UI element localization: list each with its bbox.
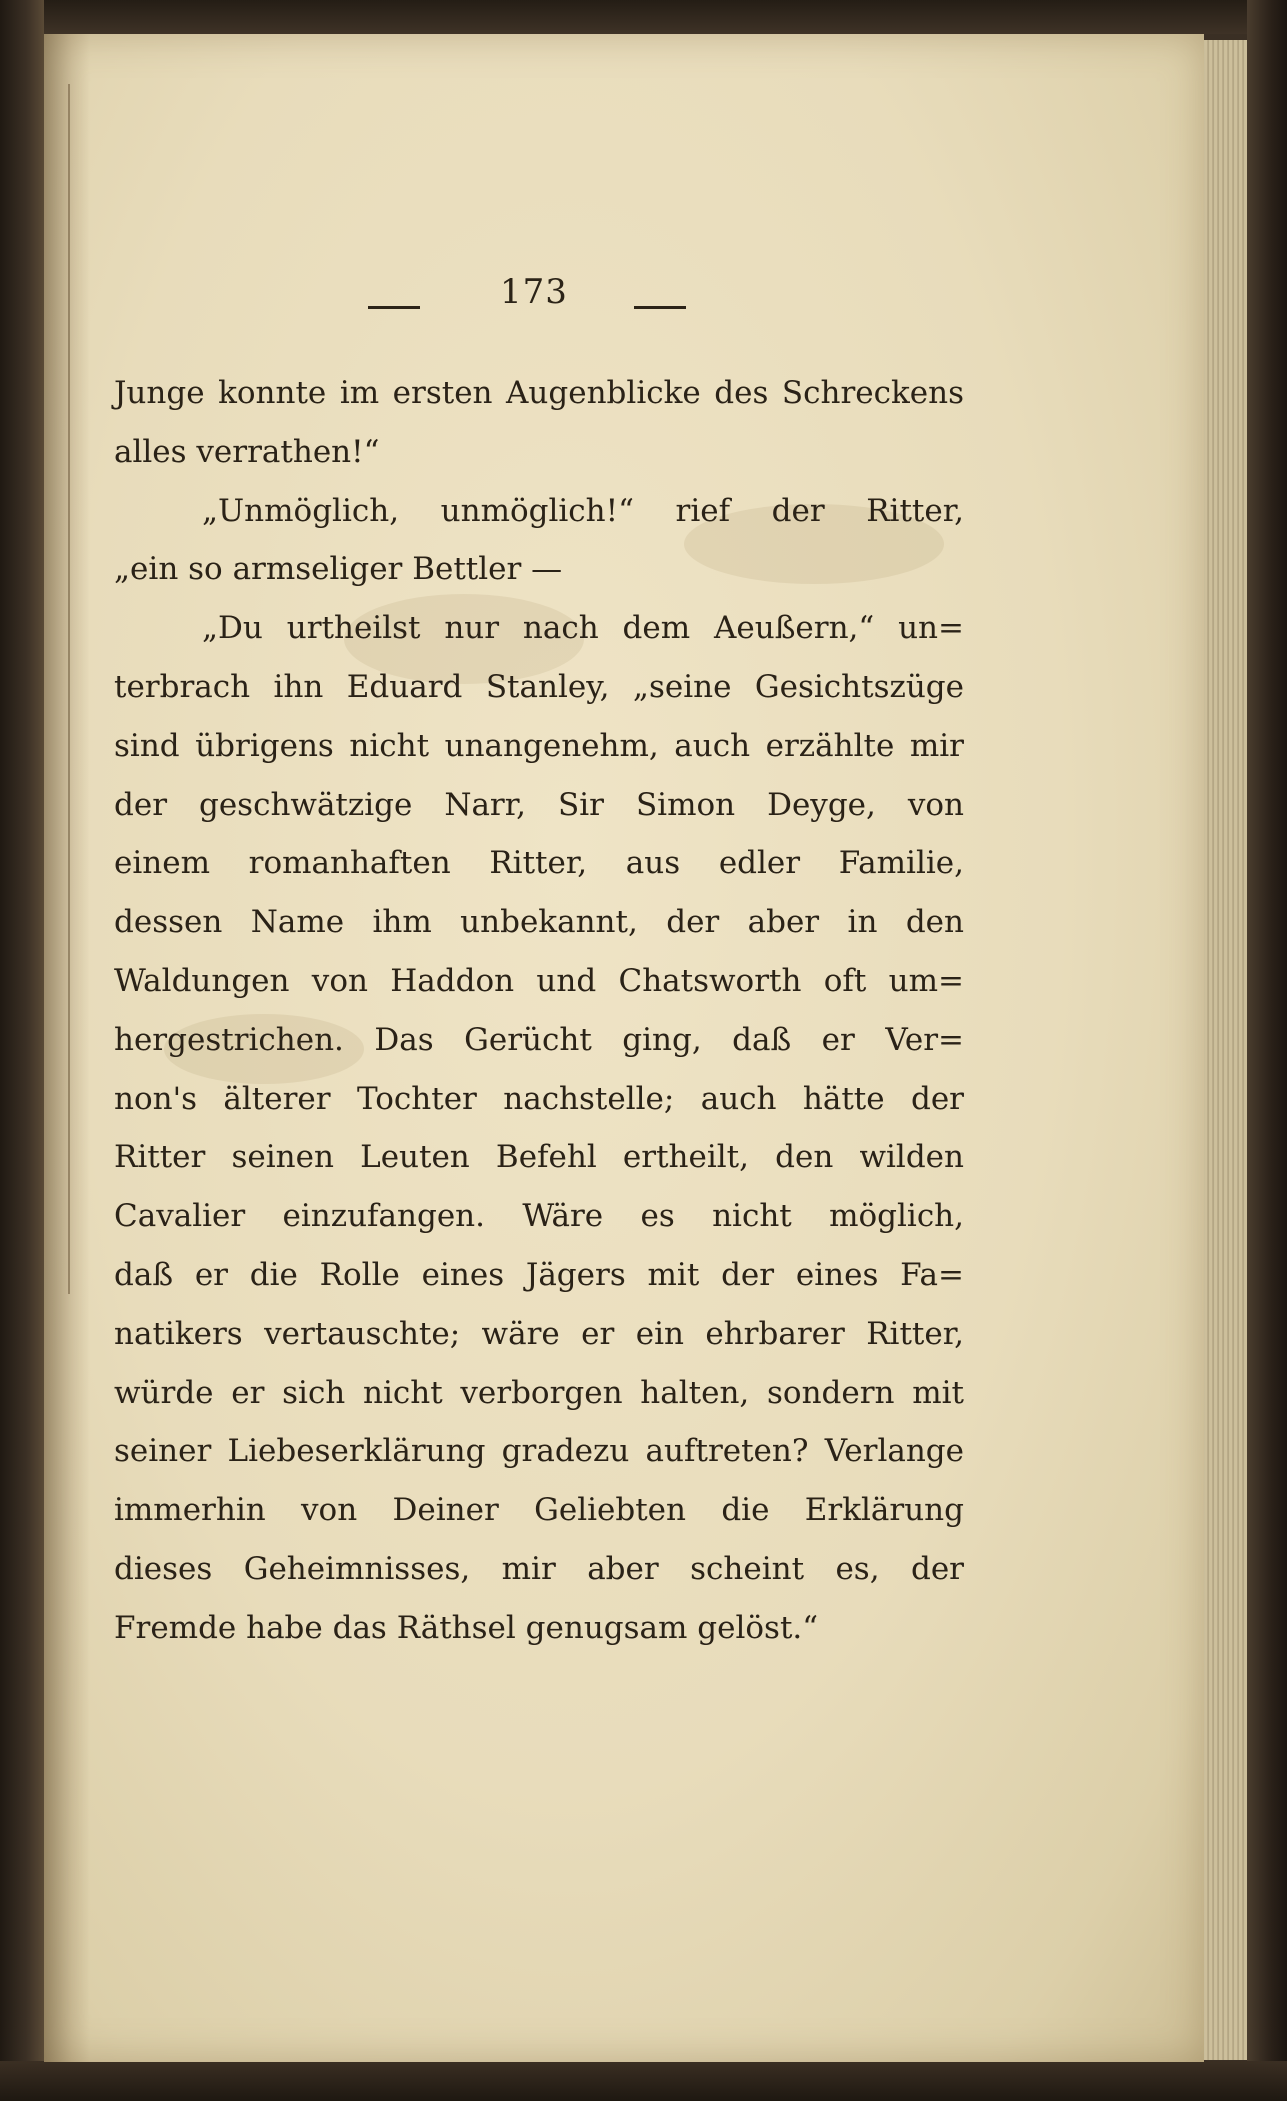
text-line: natikers vertauschte; wäre er ein ehrbarer Ritter, (114, 1315, 964, 1352)
text-line: Ritter seinen Leuten Befehl ertheilt, den wilden (114, 1139, 964, 1176)
body-text (114, 364, 964, 1658)
header-dash-right (634, 306, 686, 309)
text-line: alles verrathen!“ (114, 433, 380, 470)
text-line: hergestrichen. Das Gerücht ging, daß er Ver= (114, 1021, 964, 1058)
book-page (44, 34, 1204, 2062)
header-dash-left (368, 306, 420, 309)
text-line: „ein so armseliger Bettler — (114, 551, 563, 588)
text-line: dieses Geheimnisses, mir aber scheint es, der (114, 1550, 964, 1587)
gutter-fold-line (68, 84, 70, 1294)
page-header (44, 272, 1204, 332)
page-number: 173 (500, 272, 568, 312)
book-cover-left-edge (0, 0, 44, 2101)
page-gutter-shadow (44, 34, 90, 2062)
book-cover-top-edge (0, 0, 1287, 34)
text-line: seiner Liebeserklärung gradezu auftreten? Verlange (114, 1433, 964, 1470)
text-line: non's älterer Tochter nachstelle; auch hätte der (114, 1080, 964, 1117)
text-line: Waldungen von Haddon und Chatsworth oft um= (114, 962, 964, 999)
text-line: Cavalier einzufangen. Wäre es nicht möglich, (114, 1198, 964, 1235)
text-line: Fremde habe das Räthsel genugsam gelöst.“ (114, 1609, 819, 1646)
text-line: terbrach ihn Eduard Stanley, „seine Gesichtszüge (114, 668, 964, 705)
text-line: „Unmöglich, unmöglich!“ rief der Ritter, (202, 492, 964, 529)
book-cover-bottom-edge (0, 2061, 1287, 2101)
text-line: der geschwätzige Narr, Sir Simon Deyge, von (114, 786, 964, 823)
text-line: „Du urtheilst nur nach dem Aeußern,“ un= (202, 610, 964, 647)
text-line: daß er die Rolle eines Jägers mit der eines Fa= (114, 1256, 964, 1293)
text-line: dessen Name ihm unbekannt, der aber in den (114, 904, 964, 941)
text-line: einem romanhaften Ritter, aus edler Familie, (114, 845, 964, 882)
text-line: sind übrigens nicht unangenehm, auch erzählte mir (114, 727, 964, 764)
book-cover-right-edge (1247, 0, 1287, 2101)
text-line: immerhin von Deiner Geliebten die Erklärung (114, 1492, 964, 1529)
text-line: Junge konnte im ersten Augenblicke des Schreckens (114, 375, 964, 411)
text-line: würde er sich nicht verborgen halten, sondern mit (114, 1374, 964, 1411)
